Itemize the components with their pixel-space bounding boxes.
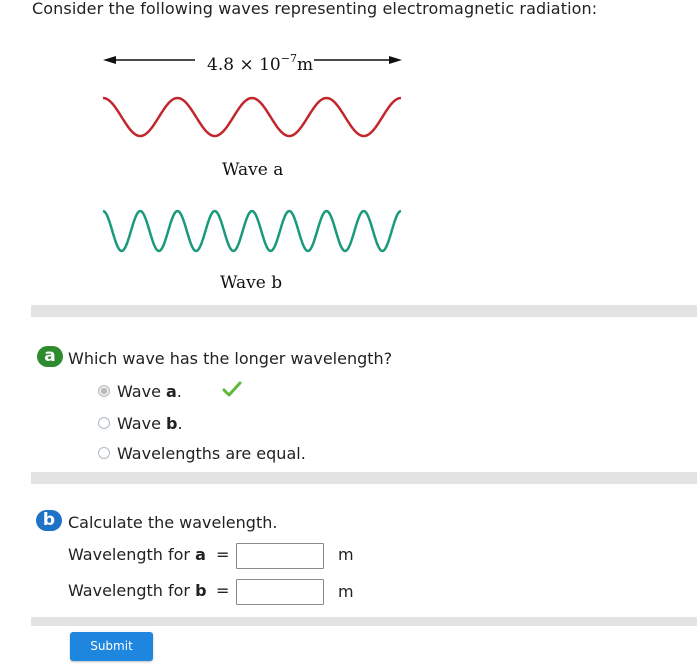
- scale-label: [207, 52, 313, 75]
- wavelength-b-unit: m: [338, 582, 354, 601]
- wavelength-a-input[interactable]: [236, 543, 324, 569]
- equals-sign: =: [216, 545, 230, 564]
- option-label: Wave b.: [117, 413, 183, 433]
- option-label: Wavelengths are equal.: [117, 443, 306, 463]
- wave-a-curve: [103, 98, 401, 136]
- problem-intro: Consider the following waves representing electromagnetic radiation:: [32, 0, 598, 18]
- part-b-badge: b: [36, 510, 62, 531]
- wavelength-a-label: Wavelength for a: [68, 545, 206, 564]
- wave-b-curve: [103, 211, 401, 251]
- part-a-badge: a: [37, 346, 63, 367]
- section-divider: [31, 472, 697, 484]
- wavelength-b-input[interactable]: [236, 579, 324, 605]
- option-wave-b[interactable]: [98, 413, 183, 433]
- wave-figure: [0, 40, 697, 300]
- scale-base: 4.8 × 10: [207, 55, 281, 75]
- part-b-instruction: Calculate the wavelength.: [68, 513, 278, 532]
- section-divider: [31, 305, 697, 317]
- equals-sign: =: [216, 581, 230, 600]
- wavelength-b-label: Wavelength for b: [68, 581, 207, 600]
- part-a-question: Which wave has the longer wavelength?: [68, 349, 393, 368]
- wave-b-label: Wave b: [220, 273, 283, 293]
- option-wave-a[interactable]: [98, 381, 182, 401]
- radio-wave-b[interactable]: [98, 417, 110, 429]
- scale-exponent: −7: [280, 52, 297, 65]
- radio-wave-a[interactable]: [98, 385, 110, 397]
- scale-unit: m: [296, 55, 314, 75]
- radio-equal[interactable]: [98, 447, 110, 459]
- checkmark-icon: [222, 381, 242, 397]
- wavelength-a-unit: m: [338, 545, 354, 564]
- option-label: Wave a.: [117, 381, 182, 401]
- section-divider: [31, 617, 697, 626]
- submit-button[interactable]: Submit: [70, 632, 153, 661]
- wave-a-label: Wave a: [222, 160, 284, 180]
- option-equal[interactable]: [98, 443, 306, 463]
